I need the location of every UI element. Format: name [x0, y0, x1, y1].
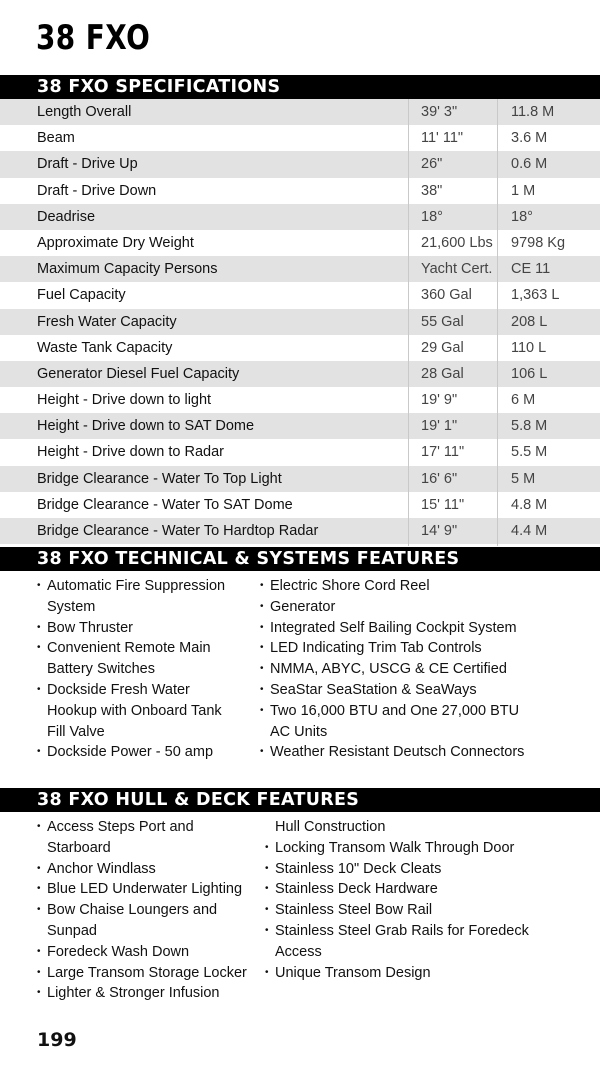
feature-list-item: Hookup with Onboard Tank: [47, 702, 222, 719]
feature-list-item: Sunpad: [47, 922, 97, 939]
spec-imperial-value: 17' 11": [421, 444, 465, 461]
technical-features-list-left: [37, 576, 252, 763]
spec-label: Approximate Dry Weight: [37, 234, 194, 251]
spec-imperial-value: 16' 6": [421, 470, 458, 487]
spec-row: [0, 492, 600, 518]
spec-row: [0, 466, 600, 492]
spec-imperial-value: 15' 11": [421, 496, 465, 513]
spec-metric-value: CE 11: [511, 261, 551, 278]
spec-metric-value: 9798 Kg: [511, 234, 566, 251]
spec-row: [0, 439, 600, 465]
spec-label: Bridge Clearance - Water To Top Light: [37, 470, 282, 487]
spec-metric-value: 208 L: [511, 313, 548, 330]
feature-list-item: Fill Valve: [47, 723, 105, 740]
spec-row: [0, 99, 600, 125]
feature-list-item: • Integrated Self Bailing Cockpit System: [260, 618, 595, 639]
spec-metric-value: 0.6 M: [511, 156, 548, 173]
technical-features-list-right: [260, 576, 595, 763]
spec-imperial-value: 55 Gal: [421, 313, 464, 330]
spec-imperial-value: 38": [421, 182, 443, 199]
spec-label: Length Overall: [37, 104, 132, 120]
spec-imperial-value: 11' 11": [421, 130, 464, 147]
feature-list-item: • Locking Transom Walk Through Door: [265, 838, 595, 859]
feature-list-item: Access: [275, 943, 322, 960]
spec-imperial-value: 360 Gal: [421, 287, 472, 304]
feature-list-item: • Foredeck Wash Down: [37, 942, 262, 963]
feature-list-item: • Stainless Steel Grab Rails for Foredeck: [265, 921, 595, 942]
feature-list-item: System: [47, 598, 96, 615]
spec-row: [0, 204, 600, 230]
feature-list-item: • Access Steps Port and: [37, 817, 262, 838]
feature-list-item: • NMMA, ABYC, USCG & CE Certified: [260, 659, 595, 680]
spec-metric-value: 5 M: [511, 470, 536, 487]
feature-list-item: • Generator: [260, 597, 595, 618]
feature-list-item: • SeaStar SeaStation & SeaWays: [260, 680, 595, 701]
spec-imperial-value: 19' 1": [421, 418, 458, 435]
feature-list-item: • Stainless Deck Hardware: [265, 879, 595, 900]
page-title: 38 FXO: [36, 18, 151, 58]
spec-label: Bridge Clearance - Water To SAT Dome: [37, 496, 293, 513]
technical-features-header: 38 FXO TECHNICAL & SYSTEMS FEATURES: [0, 547, 600, 571]
spec-imperial-value: 14' 9": [421, 523, 458, 539]
hull-deck-features-header: 38 FXO HULL & DECK FEATURES: [0, 788, 600, 812]
spec-imperial-value: 18°: [421, 208, 443, 225]
spec-label: Maximum Capacity Persons: [37, 261, 218, 278]
spec-metric-value: 6 M: [511, 392, 536, 409]
feature-list-item: • Large Transom Storage Locker: [37, 963, 262, 984]
feature-list-item: • Electric Shore Cord Reel: [260, 576, 595, 597]
spec-metric-value: 106 L: [511, 365, 548, 382]
feature-list-item: • Dockside Power - 50 amp: [37, 742, 252, 763]
spec-imperial-value: 28 Gal: [421, 365, 464, 382]
spec-metric-value: 3.6 M: [511, 130, 548, 147]
spec-label: Generator Diesel Fuel Capacity: [37, 365, 240, 382]
column-divider: [408, 99, 409, 546]
spec-label: Draft - Drive Down: [37, 182, 157, 199]
spec-label: Fresh Water Capacity: [37, 313, 177, 330]
feature-list-item: AC Units: [270, 723, 328, 740]
spec-metric-value: 4.4 M: [511, 523, 548, 539]
spec-row: [0, 282, 600, 308]
spec-row: [0, 178, 600, 204]
page-number: 199: [37, 1029, 77, 1051]
spec-label: Bridge Clearance - Water To Hardtop Radar: [37, 523, 319, 539]
feature-list-item: • Lighter & Stronger Infusion: [37, 983, 262, 1004]
spec-row: [0, 151, 600, 177]
feature-list-item: • Weather Resistant Deutsch Connectors: [260, 742, 595, 763]
spec-row: [0, 125, 600, 151]
feature-list-item: Hull Construction: [275, 819, 386, 835]
spec-row: [0, 335, 600, 361]
feature-list-item: • Stainless 10" Deck Cleats: [265, 859, 595, 880]
spec-imperial-value: 21,600 Lbs: [421, 234, 493, 251]
spec-label: Beam: [37, 130, 75, 147]
spec-label: Height - Drive down to Radar: [37, 444, 224, 461]
feature-list-item: • Bow Thruster: [37, 618, 252, 639]
feature-list-item: • Dockside Fresh Water: [37, 680, 252, 701]
spec-imperial-value: 39' 3": [421, 104, 458, 120]
spec-row: [0, 309, 600, 335]
feature-list-item: Battery Switches: [47, 661, 155, 678]
spec-row: [0, 518, 600, 544]
feature-list-item: Starboard: [47, 839, 111, 856]
feature-list-item: • Stainless Steel Bow Rail: [265, 900, 595, 921]
spec-imperial-value: Yacht Cert.: [421, 261, 493, 278]
spec-row: [0, 361, 600, 387]
feature-list-item: • Automatic Fire Suppression: [37, 576, 252, 597]
feature-list-item: • LED Indicating Trim Tab Controls: [260, 638, 595, 659]
specifications-header: 38 FXO SPECIFICATIONS: [0, 75, 600, 99]
spec-label: Deadrise: [37, 208, 96, 225]
spec-imperial-value: 29 Gal: [421, 339, 464, 356]
spec-label: Waste Tank Capacity: [37, 339, 173, 356]
spec-metric-value: 5.8 M: [511, 418, 548, 435]
spec-metric-value: 4.8 M: [511, 496, 548, 513]
feature-list-item: • Convenient Remote Main: [37, 638, 252, 659]
spec-metric-value: 11.8 M: [511, 104, 555, 120]
spec-label: Height - Drive down to light: [37, 392, 212, 409]
specifications-table: [0, 99, 600, 544]
feature-list-item: • Two 16,000 BTU and One 27,000 BTU: [260, 701, 595, 722]
spec-metric-value: 110 L: [511, 339, 547, 356]
spec-label: Fuel Capacity: [37, 287, 126, 304]
hull-deck-features-list-left: [37, 817, 262, 1004]
spec-row: [0, 387, 600, 413]
spec-label: Height - Drive down to SAT Dome: [37, 418, 255, 435]
column-divider: [497, 99, 498, 546]
spec-imperial-value: 19' 9": [421, 392, 458, 409]
spec-metric-value: 18°: [511, 208, 533, 225]
feature-list-item: • Bow Chaise Loungers and: [37, 900, 262, 921]
spec-imperial-value: 26": [421, 156, 443, 173]
hull-deck-features-list-right: [265, 817, 595, 983]
spec-row: [0, 230, 600, 256]
spec-metric-value: 1 M: [511, 182, 536, 199]
spec-metric-value: 5.5 M: [511, 444, 548, 461]
spec-row: [0, 256, 600, 282]
spec-label: Draft - Drive Up: [37, 156, 138, 173]
feature-list-item: • Blue LED Underwater Lighting: [37, 879, 262, 900]
feature-list-item: • Unique Transom Design: [265, 963, 595, 984]
spec-row: [0, 413, 600, 439]
spec-metric-value: 1,363 L: [511, 287, 560, 304]
feature-list-item: • Anchor Windlass: [37, 859, 262, 880]
